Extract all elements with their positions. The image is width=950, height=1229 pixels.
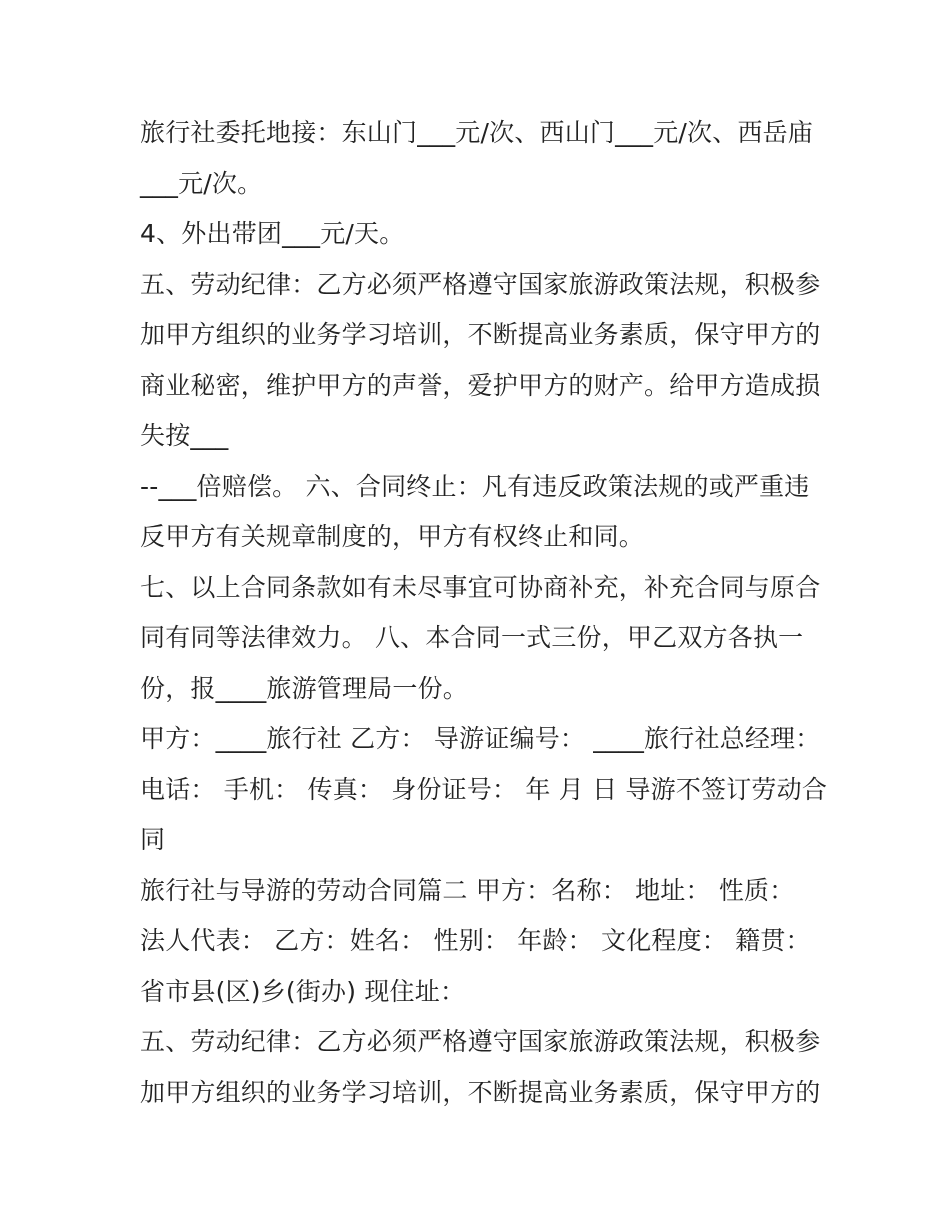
text-line: 七、以上合同条款如有未尽事宜可协商补充，补充合同与原合 xyxy=(140,572,821,602)
text-line: 失按___ xyxy=(140,421,229,450)
text-line: 法人代表： 乙方：姓名： 性别： 年龄： 文化程度： 籍贯： xyxy=(140,926,811,955)
text-line: 同 xyxy=(140,825,166,854)
text-line: 份，报____旅游管理局一份。 xyxy=(140,673,469,703)
text-line: 旅行社与导游的劳动合同篇二 甲方：名称： 地址： 性质： xyxy=(140,875,795,905)
text-line: 商业秘密，维护甲方的声誉，爱护甲方的财产。给甲方造成损 xyxy=(140,370,821,400)
text-line: --___倍赔偿。 六、合同终止：凡有违反政策法规的或严重违 xyxy=(140,471,810,501)
text-line: 甲方：____旅行社 乙方： 导游证编号： ____旅行社总经理： xyxy=(140,724,821,753)
text-line: 同有同等法律效力。 八、本合同一式三份，甲乙双方各执一 xyxy=(140,623,804,652)
text-line: 五、劳动纪律：乙方必须严格遵守国家旅游政策法规，积极参 xyxy=(140,1027,821,1056)
text-line: 4、外出带团___元/天。 xyxy=(140,219,405,248)
text-line: ___元/次。 xyxy=(140,168,263,198)
text-line: 加甲方组织的业务学习培训，不断提高业务素质，保守甲方的 xyxy=(140,320,821,349)
text-line: 省市县(区)乡(街办) 现住址： xyxy=(140,976,466,1006)
text-line: 电话： 手机： 传真： 身份证号： 年 月 日 导游不签订劳动合 xyxy=(140,774,828,804)
document-body xyxy=(140,108,830,1118)
text-line: 五、劳动纪律：乙方必须严格遵守国家旅游政策法规，积极参 xyxy=(140,269,821,299)
text-line: 加甲方组织的业务学习培训，不断提高业务素质，保守甲方的 xyxy=(140,1077,821,1107)
text-line: 反甲方有关规章制度的，甲方有权终止和同。 xyxy=(140,522,645,551)
text-line: 旅行社委托地接：东山门___元/次、西山门___元/次、西岳庙 xyxy=(140,118,814,147)
